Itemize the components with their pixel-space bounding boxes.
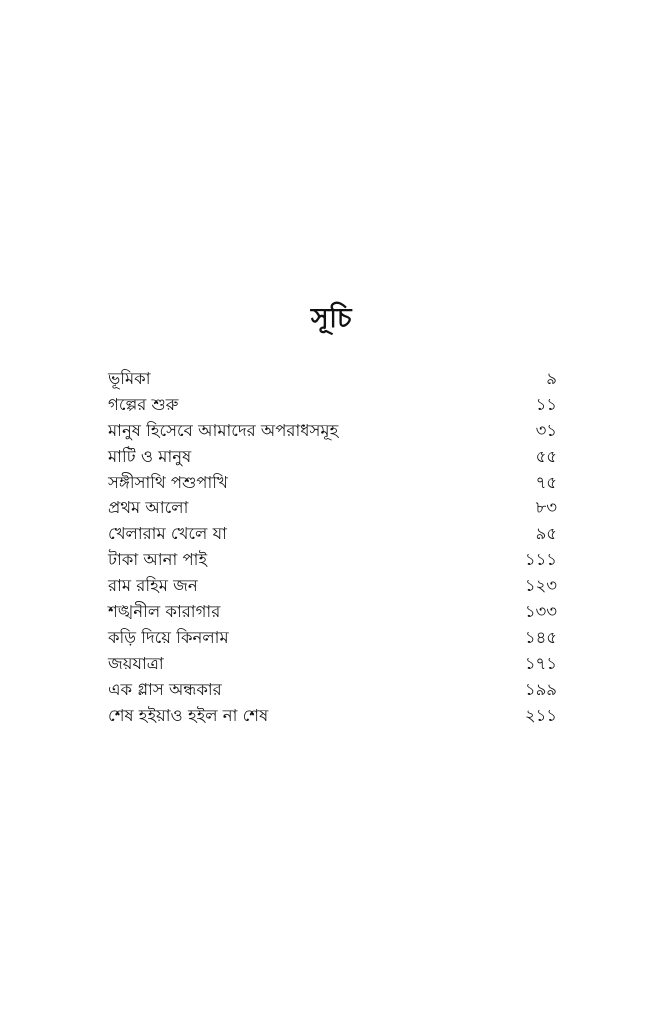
toc-entry-page: ১৩৩: [524, 602, 557, 622]
toc-entry-title: সঙ্গীসাথি পশুপাখি: [108, 472, 228, 492]
toc-entry-title: ভূমিকা: [108, 369, 151, 388]
toc-entry-page: ৯: [546, 369, 557, 388]
toc-entry-title: রাম রহিম জন: [108, 576, 198, 596]
toc-entry-page: ১২৩: [524, 576, 557, 596]
toc-entry-page: ১৪৫: [524, 627, 557, 647]
toc-entry-title: মানুষ হিসেবে আমাদের অপরাধসমূহ: [108, 420, 339, 440]
toc-entry-page: ১১১: [524, 550, 557, 570]
toc-entry-title: এক গ্লাস অন্ধকার: [108, 679, 222, 699]
toc-entry-title: গল্পের শুরু: [108, 394, 179, 414]
toc-entry: [108, 392, 557, 418]
toc-entry: [108, 470, 557, 496]
toc-entry: [108, 651, 557, 677]
toc-entry: [108, 547, 557, 573]
table-of-contents: [108, 366, 557, 728]
toc-entry-title: মাটি ও মানুষ: [108, 446, 192, 466]
toc-entry-page: ১৭১: [524, 653, 557, 673]
toc-entry-page: ৭৫: [535, 472, 557, 492]
toc-entry: [108, 444, 557, 470]
toc-entry: [108, 677, 557, 703]
toc-entry-title: শেষ হইয়াও হইল না শেষ: [108, 705, 269, 725]
toc-entry: [108, 703, 557, 729]
toc-entry-page: ২১১: [524, 705, 557, 725]
toc-entry-page: ৯৫: [535, 524, 557, 544]
toc-entry: [108, 418, 557, 444]
toc-entry-page: ৫৫: [535, 446, 557, 466]
toc-entry: [108, 599, 557, 625]
toc-entry-page: ৮৩: [535, 498, 557, 518]
toc-entry: [108, 625, 557, 651]
toc-entry-page: ১১: [535, 394, 557, 414]
toc-entry-page: ১৯৯: [524, 679, 557, 699]
toc-entry: [108, 521, 557, 547]
toc-entry-title: জয়যাত্রা: [108, 653, 164, 673]
toc-entry: [108, 495, 557, 521]
toc-entry-title: খেলারাম খেলে যা: [108, 524, 227, 544]
toc-entry: [108, 366, 557, 392]
page-title: সূচি: [310, 303, 353, 334]
toc-entry-title: শঙ্খনীল কারাগার: [108, 602, 221, 622]
toc-entry-title: প্রথম আলো: [108, 498, 189, 518]
toc-entry-page: ৩১: [535, 420, 557, 440]
toc-entry-title: টাকা আনা পাই: [108, 550, 208, 570]
toc-entry: [108, 573, 557, 599]
toc-entry-title: কড়ি দিয়ে কিনলাম: [108, 627, 229, 647]
